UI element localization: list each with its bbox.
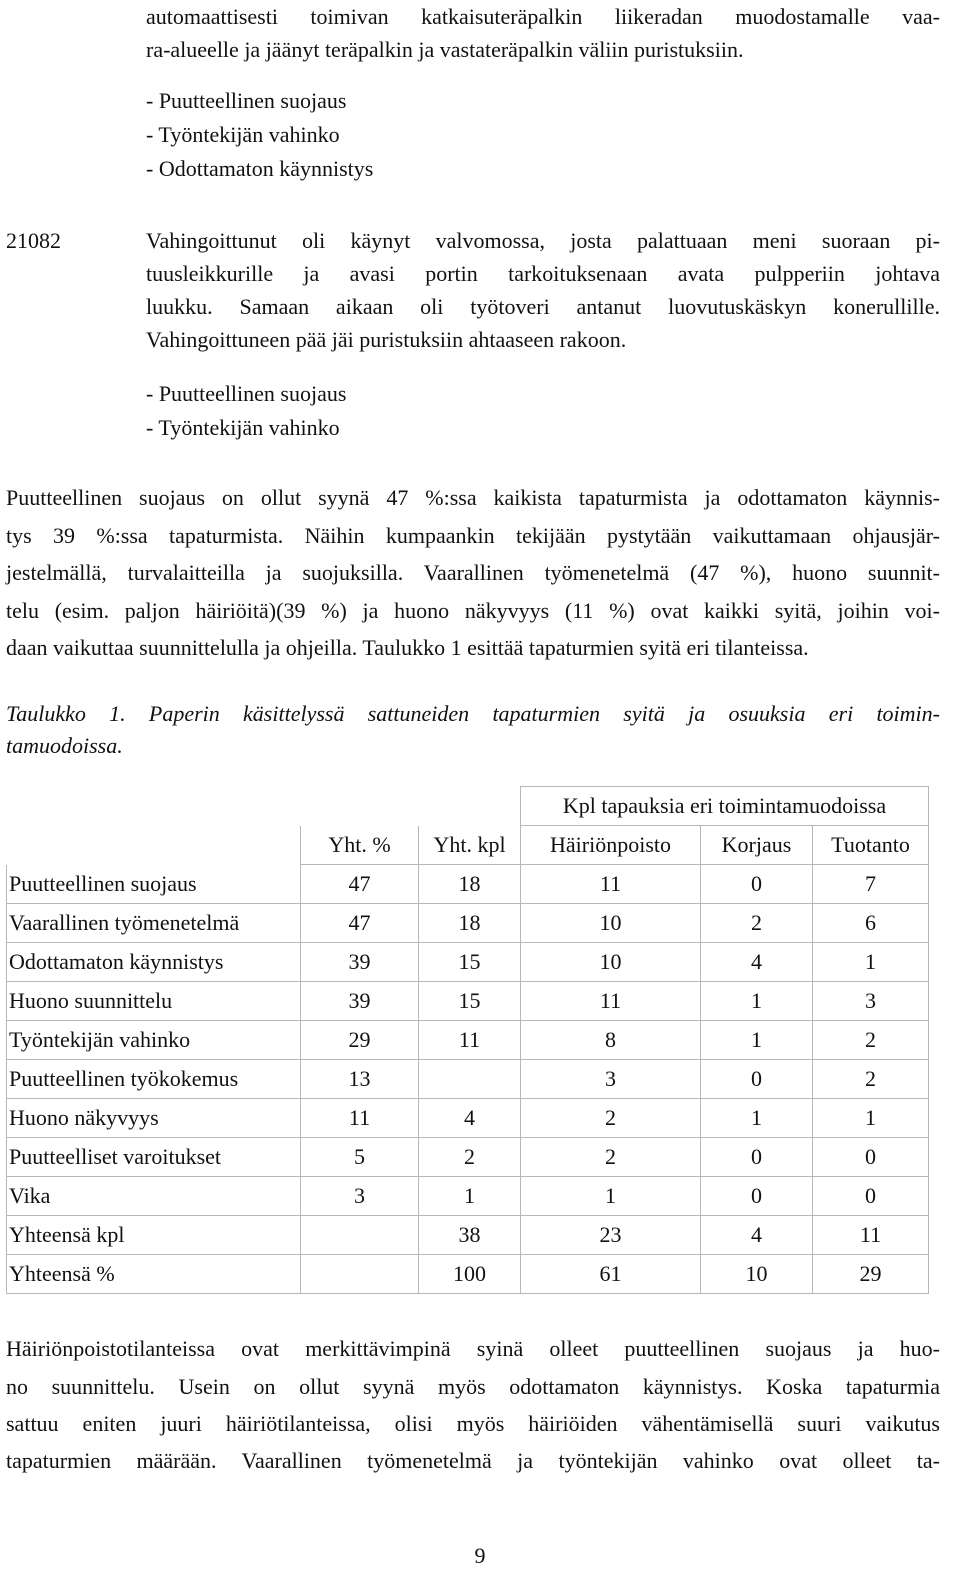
table-cell: 6 bbox=[813, 904, 929, 943]
table-caption: Taulukko 1. Paperin käsittelyssä sattuneiden tapaturmien syitä ja osuuksia eri toimin- bbox=[6, 701, 940, 726]
table-cell: 7 bbox=[813, 865, 929, 904]
case-line: Vahingoittunut oli käynyt valvomossa, josta palattuaan meni suoraan pi- bbox=[146, 228, 940, 253]
table-cell: 3 bbox=[521, 1060, 701, 1099]
table-cell: 29 bbox=[301, 1021, 419, 1060]
summary-line: tys 39 %:ssa tapaturmista. Näihin kumpaankin tekijään pystytään vaikuttamaan ohjausjär- bbox=[6, 523, 940, 548]
bullet-item: - Puutteellinen suojaus bbox=[146, 381, 347, 406]
table-row bbox=[7, 1060, 929, 1099]
table-group-header-row bbox=[7, 787, 929, 826]
table-cell: 0 bbox=[701, 1060, 813, 1099]
paragraph-line: automaattisesti toimivan katkaisuteräpalkin liikeradan muodostamalle vaa- bbox=[146, 4, 940, 29]
table-cell: 10 bbox=[521, 943, 701, 982]
table-row bbox=[7, 1138, 929, 1177]
table-cell: 11 bbox=[521, 865, 701, 904]
row-label: Vika bbox=[7, 1177, 301, 1216]
table-cell: 1 bbox=[521, 1177, 701, 1216]
summary-line: daan vaikuttaa suunnittelulla ja ohjeilla. Taulukko 1 esittää tapaturmien syitä eri tilanteissa. bbox=[6, 635, 809, 660]
table-cell: 0 bbox=[701, 1177, 813, 1216]
table-cell: 10 bbox=[701, 1255, 813, 1294]
row-label: Yhteensä kpl bbox=[7, 1216, 301, 1255]
table-cell: 11 bbox=[813, 1216, 929, 1255]
column-header: Korjaus bbox=[701, 826, 813, 865]
table-cell: 4 bbox=[701, 1216, 813, 1255]
summary-line: jestelmällä, turvalaitteilla ja suojuksilla. Vaarallinen työmenetelmä (47 %), huono suunnit- bbox=[6, 560, 940, 585]
table-cell: 1 bbox=[419, 1177, 521, 1216]
table-cell: 18 bbox=[419, 904, 521, 943]
bullet-item: - Puutteellinen suojaus bbox=[146, 88, 347, 113]
table-cell bbox=[419, 1060, 521, 1099]
table-row bbox=[7, 1099, 929, 1138]
table-cell: 15 bbox=[419, 982, 521, 1021]
table-cell: 13 bbox=[301, 1060, 419, 1099]
table-cell: 4 bbox=[419, 1099, 521, 1138]
table-cell: 1 bbox=[701, 1021, 813, 1060]
table-row bbox=[7, 1177, 929, 1216]
table-cell: 11 bbox=[301, 1099, 419, 1138]
table-cell: 8 bbox=[521, 1021, 701, 1060]
row-label: Työntekijän vahinko bbox=[7, 1021, 301, 1060]
summary-line: telu (esim. paljon häiriöitä)(39 %) ja huono näkyvyys (11 %) ovat kaikki syitä, joihin voi- bbox=[6, 598, 940, 623]
table-blank-cell bbox=[7, 826, 301, 865]
paragraph-line: ra-alueelle ja jäänyt teräpalkin ja vastateräpalkin väliin puristuksiin. bbox=[146, 37, 744, 62]
table-cell: 1 bbox=[813, 943, 929, 982]
table-cell: 1 bbox=[701, 982, 813, 1021]
row-label: Puutteelliset varoitukset bbox=[7, 1138, 301, 1177]
table-row bbox=[7, 904, 929, 943]
table-cell: 5 bbox=[301, 1138, 419, 1177]
column-header: Yht. kpl bbox=[419, 826, 521, 865]
row-label: Yhteensä % bbox=[7, 1255, 301, 1294]
table-cell: 39 bbox=[301, 943, 419, 982]
table-cell: 2 bbox=[521, 1138, 701, 1177]
column-header: Yht. % bbox=[301, 826, 419, 865]
table-cell: 2 bbox=[521, 1099, 701, 1138]
table-row bbox=[7, 1255, 929, 1294]
table-caption: tamuodoissa. bbox=[6, 733, 123, 758]
table-row bbox=[7, 865, 929, 904]
group-header-cell: Kpl tapauksia eri toimintamuodoissa bbox=[521, 787, 929, 826]
closing-line: Häiriönpoistotilanteissa ovat merkittävimpinä syinä olleet puutteellinen suojaus ja huo- bbox=[6, 1336, 940, 1361]
row-label: Vaarallinen työmenetelmä bbox=[7, 904, 301, 943]
page-number: 9 bbox=[474, 1543, 486, 1568]
table-cell: 11 bbox=[419, 1021, 521, 1060]
table-row bbox=[7, 1021, 929, 1060]
table-cell: 23 bbox=[521, 1216, 701, 1255]
table-cell: 11 bbox=[521, 982, 701, 1021]
row-label: Puutteellinen suojaus bbox=[7, 865, 301, 904]
case-line: Vahingoittuneen pää jäi puristuksiin ahtaaseen rakoon. bbox=[146, 327, 627, 352]
table-cell: 2 bbox=[701, 904, 813, 943]
table-cell: 0 bbox=[813, 1177, 929, 1216]
accident-causes-table bbox=[6, 786, 929, 1294]
table-cell: 29 bbox=[813, 1255, 929, 1294]
column-header: Häiriönpoisto bbox=[521, 826, 701, 865]
table-cell: 0 bbox=[813, 1138, 929, 1177]
table-row bbox=[7, 1216, 929, 1255]
table-row bbox=[7, 943, 929, 982]
summary-line: Puutteellinen suojaus on ollut syynä 47 %:ssa kaikista tapaturmista ja odottamaton käynnis- bbox=[6, 485, 940, 510]
case-line: luukku. Samaan aikaan oli työtoveri antanut luovutuskäskyn konerullille. bbox=[146, 294, 940, 319]
table-cell: 1 bbox=[813, 1099, 929, 1138]
column-header: Tuotanto bbox=[813, 826, 929, 865]
table-cell: 15 bbox=[419, 943, 521, 982]
table-blank-cell bbox=[7, 787, 521, 826]
table-cell: 61 bbox=[521, 1255, 701, 1294]
table-cell bbox=[301, 1255, 419, 1294]
row-label: Huono näkyvyys bbox=[7, 1099, 301, 1138]
row-label: Huono suunnittelu bbox=[7, 982, 301, 1021]
table-cell: 38 bbox=[419, 1216, 521, 1255]
case-line: tuusleikkurille ja avasi portin tarkoituksenaan avata pulpperiin johtava bbox=[146, 261, 940, 286]
table-header-row bbox=[7, 826, 929, 865]
table-cell: 4 bbox=[701, 943, 813, 982]
table-cell: 2 bbox=[813, 1060, 929, 1099]
table-cell: 0 bbox=[701, 865, 813, 904]
bullet-item: - Työntekijän vahinko bbox=[146, 122, 340, 147]
case-number: 21082 bbox=[6, 228, 61, 253]
table-row bbox=[7, 982, 929, 1021]
table-cell: 2 bbox=[813, 1021, 929, 1060]
table-cell: 39 bbox=[301, 982, 419, 1021]
bullet-item: - Työntekijän vahinko bbox=[146, 415, 340, 440]
table-cell: 0 bbox=[701, 1138, 813, 1177]
table-cell: 47 bbox=[301, 865, 419, 904]
table-cell bbox=[301, 1216, 419, 1255]
table-cell: 10 bbox=[521, 904, 701, 943]
table-cell: 100 bbox=[419, 1255, 521, 1294]
bullet-item: - Odottamaton käynnistys bbox=[146, 156, 374, 181]
table-cell: 2 bbox=[419, 1138, 521, 1177]
table-cell: 47 bbox=[301, 904, 419, 943]
closing-line: tapaturmien määrään. Vaarallinen työmenetelmä ja työntekijän vahinko ovat olleet ta- bbox=[6, 1448, 940, 1473]
closing-line: no suunnittelu. Usein on ollut syynä myös odottamaton käynnistys. Koska tapaturmia bbox=[6, 1374, 940, 1399]
table-cell: 3 bbox=[813, 982, 929, 1021]
table-cell: 18 bbox=[419, 865, 521, 904]
table-cell: 3 bbox=[301, 1177, 419, 1216]
row-label: Puutteellinen työkokemus bbox=[7, 1060, 301, 1099]
row-label: Odottamaton käynnistys bbox=[7, 943, 301, 982]
table-cell: 1 bbox=[701, 1099, 813, 1138]
closing-line: sattuu eniten juuri häiriötilanteissa, olisi myös häiriöiden vähentämisellä suuri vaikutus bbox=[6, 1411, 940, 1436]
